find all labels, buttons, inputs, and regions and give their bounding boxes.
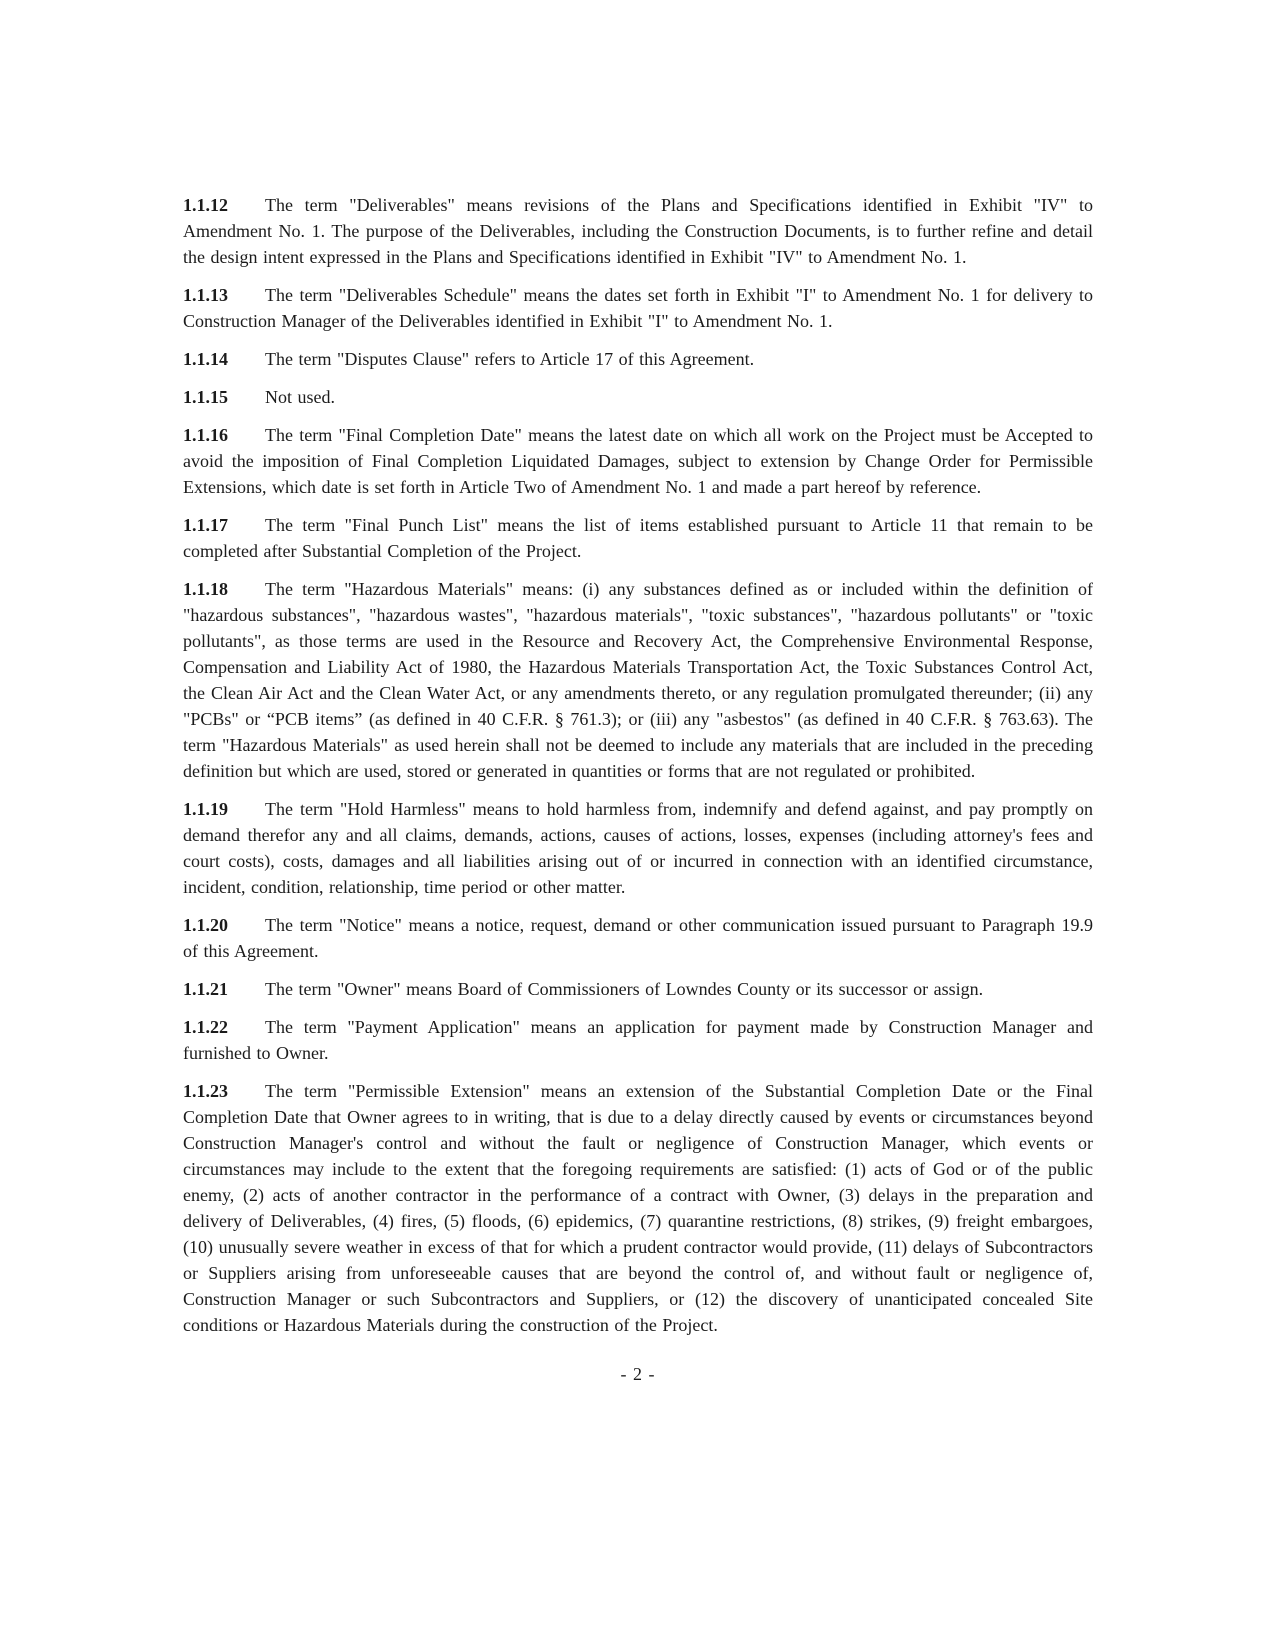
paragraph-number: 1.1.17 <box>183 515 228 535</box>
paragraph <box>183 1014 1093 1066</box>
paragraph <box>183 282 1093 334</box>
paragraph-number: 1.1.13 <box>183 285 228 305</box>
paragraph-text: The term "Deliverables Schedule" means the dates set forth in Exhibit "I" to Amendment No. 1 for delivery to Construction Manager of the Deliverables identified in Exhibit "I" to Amendment No. 1. <box>183 285 1093 331</box>
document-body <box>183 192 1093 1385</box>
paragraph-number: 1.1.15 <box>183 387 228 407</box>
paragraph-text: The term "Owner" means Board of Commissioners of Lowndes County or its successor or assign. <box>265 979 984 999</box>
paragraph-number: 1.1.14 <box>183 349 228 369</box>
paragraph <box>183 346 1093 372</box>
paragraph-number: 1.1.19 <box>183 799 228 819</box>
paragraph-number: 1.1.20 <box>183 915 228 935</box>
paragraph-text: The term "Final Completion Date" means the latest date on which all work on the Project must be Accepted to avoid the imposition of Final Completion Liquidated Damages, subject to extension by Change Order for Permissible Extensions, which date is set forth in Article Two of Amendment No. 1 and made a part hereof by reference. <box>183 425 1093 497</box>
paragraph <box>183 384 1093 410</box>
paragraph-text: The term "Deliverables" means revisions of the Plans and Specifications identified in Exhibit "IV" to Amendment No. 1. The purpose of the Deliverables, including the Construction Documents, is to further refine and detail the design intent expressed in the Plans and Specifications identified in Exhibit "IV" to Amendment No. 1. <box>183 195 1093 267</box>
paragraph <box>183 976 1093 1002</box>
paragraph-text: The term "Final Punch List" means the list of items established pursuant to Article 11 that remain to be completed after Substantial Completion of the Project. <box>183 515 1093 561</box>
paragraph-text: The term "Hazardous Materials" means: (i) any substances defined as or included within the definition of "hazardous substances", "hazardous wastes", "hazardous materials", "toxic substances", "hazardous pollutants" or "toxic pollutants", as those terms are used in the Resource and Recovery Act, the Comprehensive Environmental Response, Compensation and Liability Act of 1980, the Hazardous Materials Transportation Act, the Toxic Substances Control Act, the Clean Air Act and the Clean Water Act, or any amendments thereto, or any regulation promulgated thereunder; (ii) any "PCBs" or “PCB items” (as defined in 40 C.F.R. § 761.3); or (iii) any "asbestos" (as defined in 40 C.F.R. § 763.63). The term "Hazardous Materials" as used herein shall not be deemed to include any materials that are included in the preceding definition but which are used, stored or generated in quantities or forms that are not regulated or prohibited. <box>183 579 1093 781</box>
paragraph-text: The term "Hold Harmless" means to hold harmless from, indemnify and defend against, and pay promptly on demand therefor any and all claims, demands, actions, causes of actions, losses, expenses (including attorney's fees and court costs), costs, damages and all liabilities arising out of or incurred in connection with an identified circumstance, incident, condition, relationship, time period or other matter. <box>183 799 1093 897</box>
paragraph <box>183 422 1093 500</box>
paragraph <box>183 1078 1093 1338</box>
paragraph <box>183 796 1093 900</box>
paragraph-text: The term "Disputes Clause" refers to Article 17 of this Agreement. <box>265 349 755 369</box>
paragraph <box>183 576 1093 784</box>
paragraph <box>183 912 1093 964</box>
paragraph-number: 1.1.21 <box>183 979 228 999</box>
paragraph <box>183 512 1093 564</box>
paragraph-text: The term "Payment Application" means an application for payment made by Construction Manager and furnished to Owner. <box>183 1017 1093 1063</box>
paragraph-text: Not used. <box>265 387 335 407</box>
paragraph-number: 1.1.23 <box>183 1081 228 1101</box>
paragraph-number: 1.1.12 <box>183 195 228 215</box>
paragraph-number: 1.1.16 <box>183 425 228 445</box>
paragraph-text: The term "Notice" means a notice, request, demand or other communication issued pursuant to Paragraph 19.9 of this Agreement. <box>183 915 1093 961</box>
paragraph-number: 1.1.22 <box>183 1017 228 1037</box>
paragraph-number: 1.1.18 <box>183 579 228 599</box>
paragraph <box>183 192 1093 270</box>
page-number: - 2 - <box>620 1364 656 1384</box>
paragraph-text: The term "Permissible Extension" means an extension of the Substantial Completion Date or the Final Completion Date that Owner agrees to in writing, that is due to a delay directly caused by events or circumstances beyond Construction Manager's control and without the fault or negligence of Construction Manager, which events or circumstances may include to the extent that the foregoing requirements are satisfied: (1) acts of God or of the public enemy, (2) acts of another contractor in the performance of a contract with Owner, (3) delays in the preparation and delivery of Deliverables, (4) fires, (5) floods, (6) epidemics, (7) quarantine restrictions, (8) strikes, (9) freight embargoes, (10) unusually severe weather in excess of that for which a prudent contractor would provide, (11) delays of Subcontractors or Suppliers arising from unforeseeable causes that are beyond the control of, and without fault or negligence of, Construction Manager or such Subcontractors and Suppliers, or (12) the discovery of unanticipated concealed Site conditions or Hazardous Materials during the construction of the Project. <box>183 1081 1093 1335</box>
